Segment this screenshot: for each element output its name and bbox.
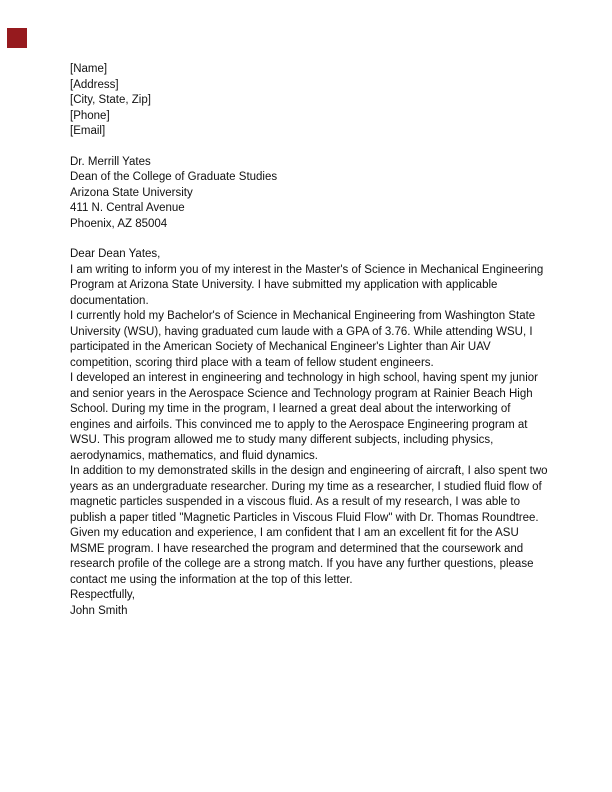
body-paragraph: I am writing to inform you of my interest in the Master's of Science in Mechanical Engineering Program at Arizona State University. I have submitted my application with applicable documentation. [70,263,544,307]
recipient-street-line: 411 N. Central Avenue [70,202,185,214]
sender-address-block [70,62,550,140]
sender-phone-line: [Phone] [70,109,110,122]
body-paragraph: In addition to my demonstrated skills in the design and engineering of aircraft, I also spent two years as an undergraduate researcher. During my time as a researcher, I studied fluid flow of magnetic particles suspended in a viscous fluid. As a result of my research, I was able to publish a paper titled "Magnetic Particles in Viscous Fluid Flow" with Dr. Thomas Roundtree. [70,465,548,524]
sender-name-line: [Name] [70,63,108,75]
body-paragraph: I developed an interest in engineering and technology in high school, having spent my junior and senior years in the Aerospace Science and Technology program at Rainier Beach High School. During my time in the program, I learned a great deal about the interworking of engines and airfoils. This convinced me to apply to the Aerospace Engineering program at WSU. This program allowed me to study many different subjects, including physics, aerodynamics, mathematics, and fluid dynamics. [70,372,538,462]
sender-city-state-zip-line: [City, State, Zip] [70,94,151,106]
letter-body [70,62,550,619]
recipient-institution-line: Arizona State University [70,186,193,199]
corner-accent-square [7,28,27,48]
recipient-city-state-zip-line: Phoenix, AZ 85004 [70,217,168,230]
signature-name: John Smith [70,604,128,617]
body-paragraph: I currently hold my Bachelor's of Science in Mechanical Engineering from Washington State University (WSU), having graduated cum laude with a GPA of 3.76. While attending WSU, I participated in the American Society of Mechanical Engineer's Lighter than Air UAV competition, scoring third place with a team of fellow student engineers. [70,310,536,369]
recipient-title-line: Dean of the College of Graduate Studies [70,171,278,183]
body-paragraph: Given my education and experience, I am confident that I am an excellent fit for the ASU MSME program. I have researched the program and determined that the coursework and research profile of the college are a strong match. If you have any further questions, please contact me using the information at the top of this letter. [70,527,534,586]
sender-address-line: [Address] [70,78,119,91]
salutation: Dear Dean Yates, [70,248,161,260]
recipient-name-line: Dr. Merrill Yates [70,155,151,168]
closing: Respectfully, [70,589,135,601]
recipient-address-block [70,155,550,233]
sender-email-line: [Email] [70,125,106,137]
